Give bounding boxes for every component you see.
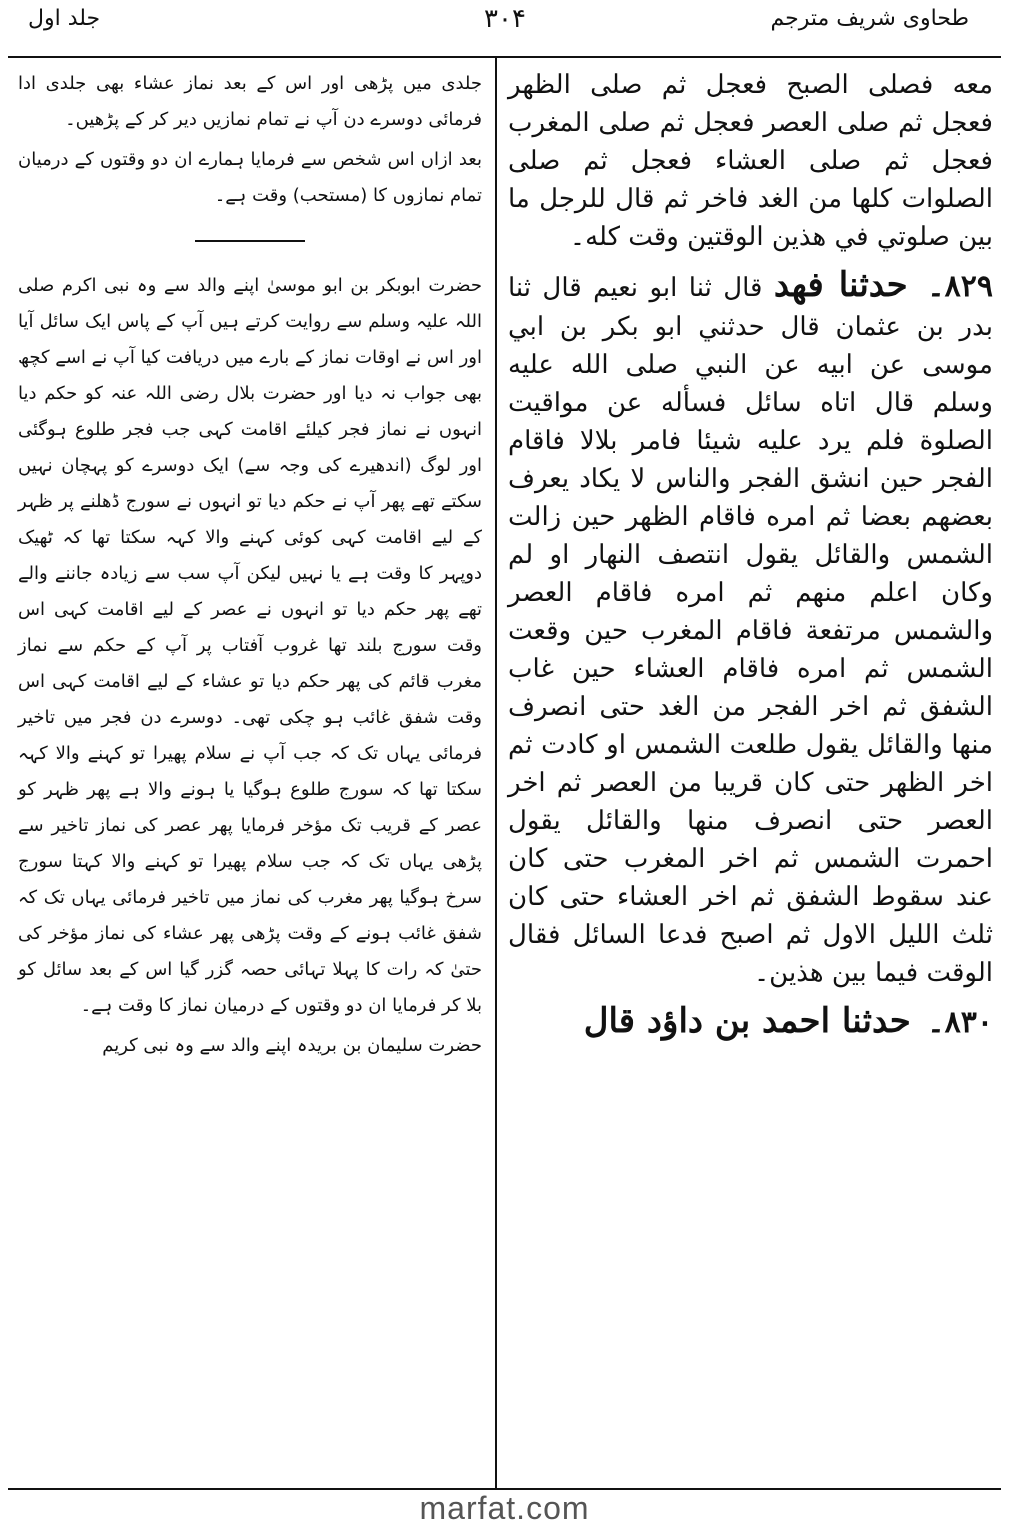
hadith-text: قال ثنا ابو نعيم قال ثنا بدر بن عثمان قال حدثني ابو بكر بن ابي موسى عن ابيه عن النبي صلى الله عليه وسلم قال اتاه سائل فسأله عن مواقيت الصلوة فلم يرد عليه شيئا فامر بلالا فاقام الفجر حين انشق الفجر والناس لا يكاد يعرف بعضهم بعضا ثم امره فاقام الظهر حين زالت الشمس والقائل يقول انتصف النهار او لم وكان اعلم منهم ثم امره فاقام العصر والشمس مرتفعة فاقام المغرب حين وقعت الشمس ثم امره فاقام العشاء حين غاب الشفق ثم اخر الفجر من الغد حتى انصرف منها والقائل يقول طلعت الشمس او كادت ثم اخر الظهر حتى كان قريبا من العصر ثم اخر العصر حتى انصرف منها والقائل يقول احمرت الشمس ثم اخر المغرب حتى كان عند سقوط الشفق ثم اخر العشاء حتى كان ثلث الليل الاول ثم اصبح فدعا السائل فقال الوقت فيما بين هذين۔	[508, 273, 993, 988]
urdu-translation-column	[12, 66, 488, 1486]
volume-label: جلد اول	[28, 6, 101, 31]
column-divider	[495, 58, 497, 1488]
page-number: ۳۰۴	[484, 4, 526, 34]
hadith-opening: حدثنا فهد	[773, 265, 908, 305]
hadith-number: ۸۲۹۔	[927, 269, 994, 304]
arabic-text-column	[502, 66, 999, 1486]
book-title: طحاوی شریف مترجم	[770, 6, 969, 31]
watermark: marfat.com	[419, 1490, 590, 1526]
header-rule	[8, 56, 1001, 58]
arabic-paragraph: معه فصلى الصبح فعجل ثم صلى الظهر فعجل ثم صلى العصر فعجل ثم صلى المغرب فعجل ثم صلى العشاء فعجل ثم صلى الصلوات كلها من الغد فاخر ثم قال للرجل ما بين صلوتي في هذين الوقتين وقت كله۔	[508, 70, 993, 252]
hadith-number: ۸۳۰۔	[927, 1005, 993, 1040]
section-divider	[195, 240, 305, 242]
hadith-829	[508, 262, 993, 992]
page-header	[0, 0, 1009, 60]
urdu-paragraph: حضرت سلیمان بن بریدہ اپنے والد سے وہ نبی کریم	[102, 1035, 482, 1056]
hadith-830	[508, 998, 993, 1044]
urdu-paragraph: حضرت ابوبکر بن ابو موسیٰ اپنے والد سے وہ نبی اکرم صلی اللہ علیہ وسلم سے روایت کرتے ہیں آپ کے پاس ایک سائل آیا اور اس نے اوقات نماز کے بارے میں دریافت کیا آپ نے اسے کچھ بھی جواب نہ دیا اور حضرت بلال رضی اللہ عنہ کو حکم دیا انہوں نے نماز فجر کیلئے اقامت کہی جب فجر طلوع ہوگئی اور لوگ (اندھیرے کی وجہ سے) ایک دوسرے کو پہچان نہیں سکتے تھے پھر آپ نے حکم دیا تو انہوں نے سورج ڈھلنے پر ظہر کے لیے اقامت کہی کوئی کہنے والا کہہ سکتا تھا کہ ٹھیک دوپہر کا وقت ہے یا نہیں لیکن آپ سب سے زیادہ جاننے والے تھے پھر حکم دیا تو انہوں نے عصر کے لیے اقامت کہی اس وقت سورج بلند تھا غروب آفتاب پر آپ کے حکم سے نماز مغرب قائم کی پھر حکم دیا تو عشاء کے لیے اقامت کہی اس وقت شفق غائب ہو چکی تھی۔ دوسرے دن فجر میں تاخیر فرمائی یہاں تک کہ جب آپ نے سلام پھیرا تو کہنے والا کہہ سکتا تھا کہ سورج طلوع ہوگیا یا ہونے والا ہے پھر ظہر کو عصر کے قریب تک مؤخر فرمایا پھر عصر کی نماز تاخیر سے پڑھی یہاں تک کہ جب سلام پھیرا تو کہنے والا کہتا سورج سرخ ہوگیا پھر مغرب کی نماز میں تاخیر فرمائی یہاں تک کہ شفق غائب ہونے کے وقت پڑھی پھر عشاء کی نماز مؤخر کی حتیٰ کہ رات کا پہلا تہائی حصہ گزر گیا اس کے بعد سائل کو بلا کر فرمایا ان دو وقتوں کے درمیان نماز کا وقت ہے۔	[18, 275, 482, 1016]
urdu-paragraph: جلدی میں پڑھی اور اس کے بعد نماز عشاء بھی جلدی ادا فرمائی دوسرے دن آپ نے تمام نمازیں دیر کر کے پڑھیں۔	[18, 73, 482, 130]
hadith-opening: حدثنا احمد بن داؤد قال	[583, 1001, 911, 1041]
urdu-paragraph: بعد ازاں اس شخص سے فرمایا ہمارے ان دو وقتوں کے درمیان تمام نمازوں کا (مستحب) وقت ہے۔	[18, 149, 482, 206]
